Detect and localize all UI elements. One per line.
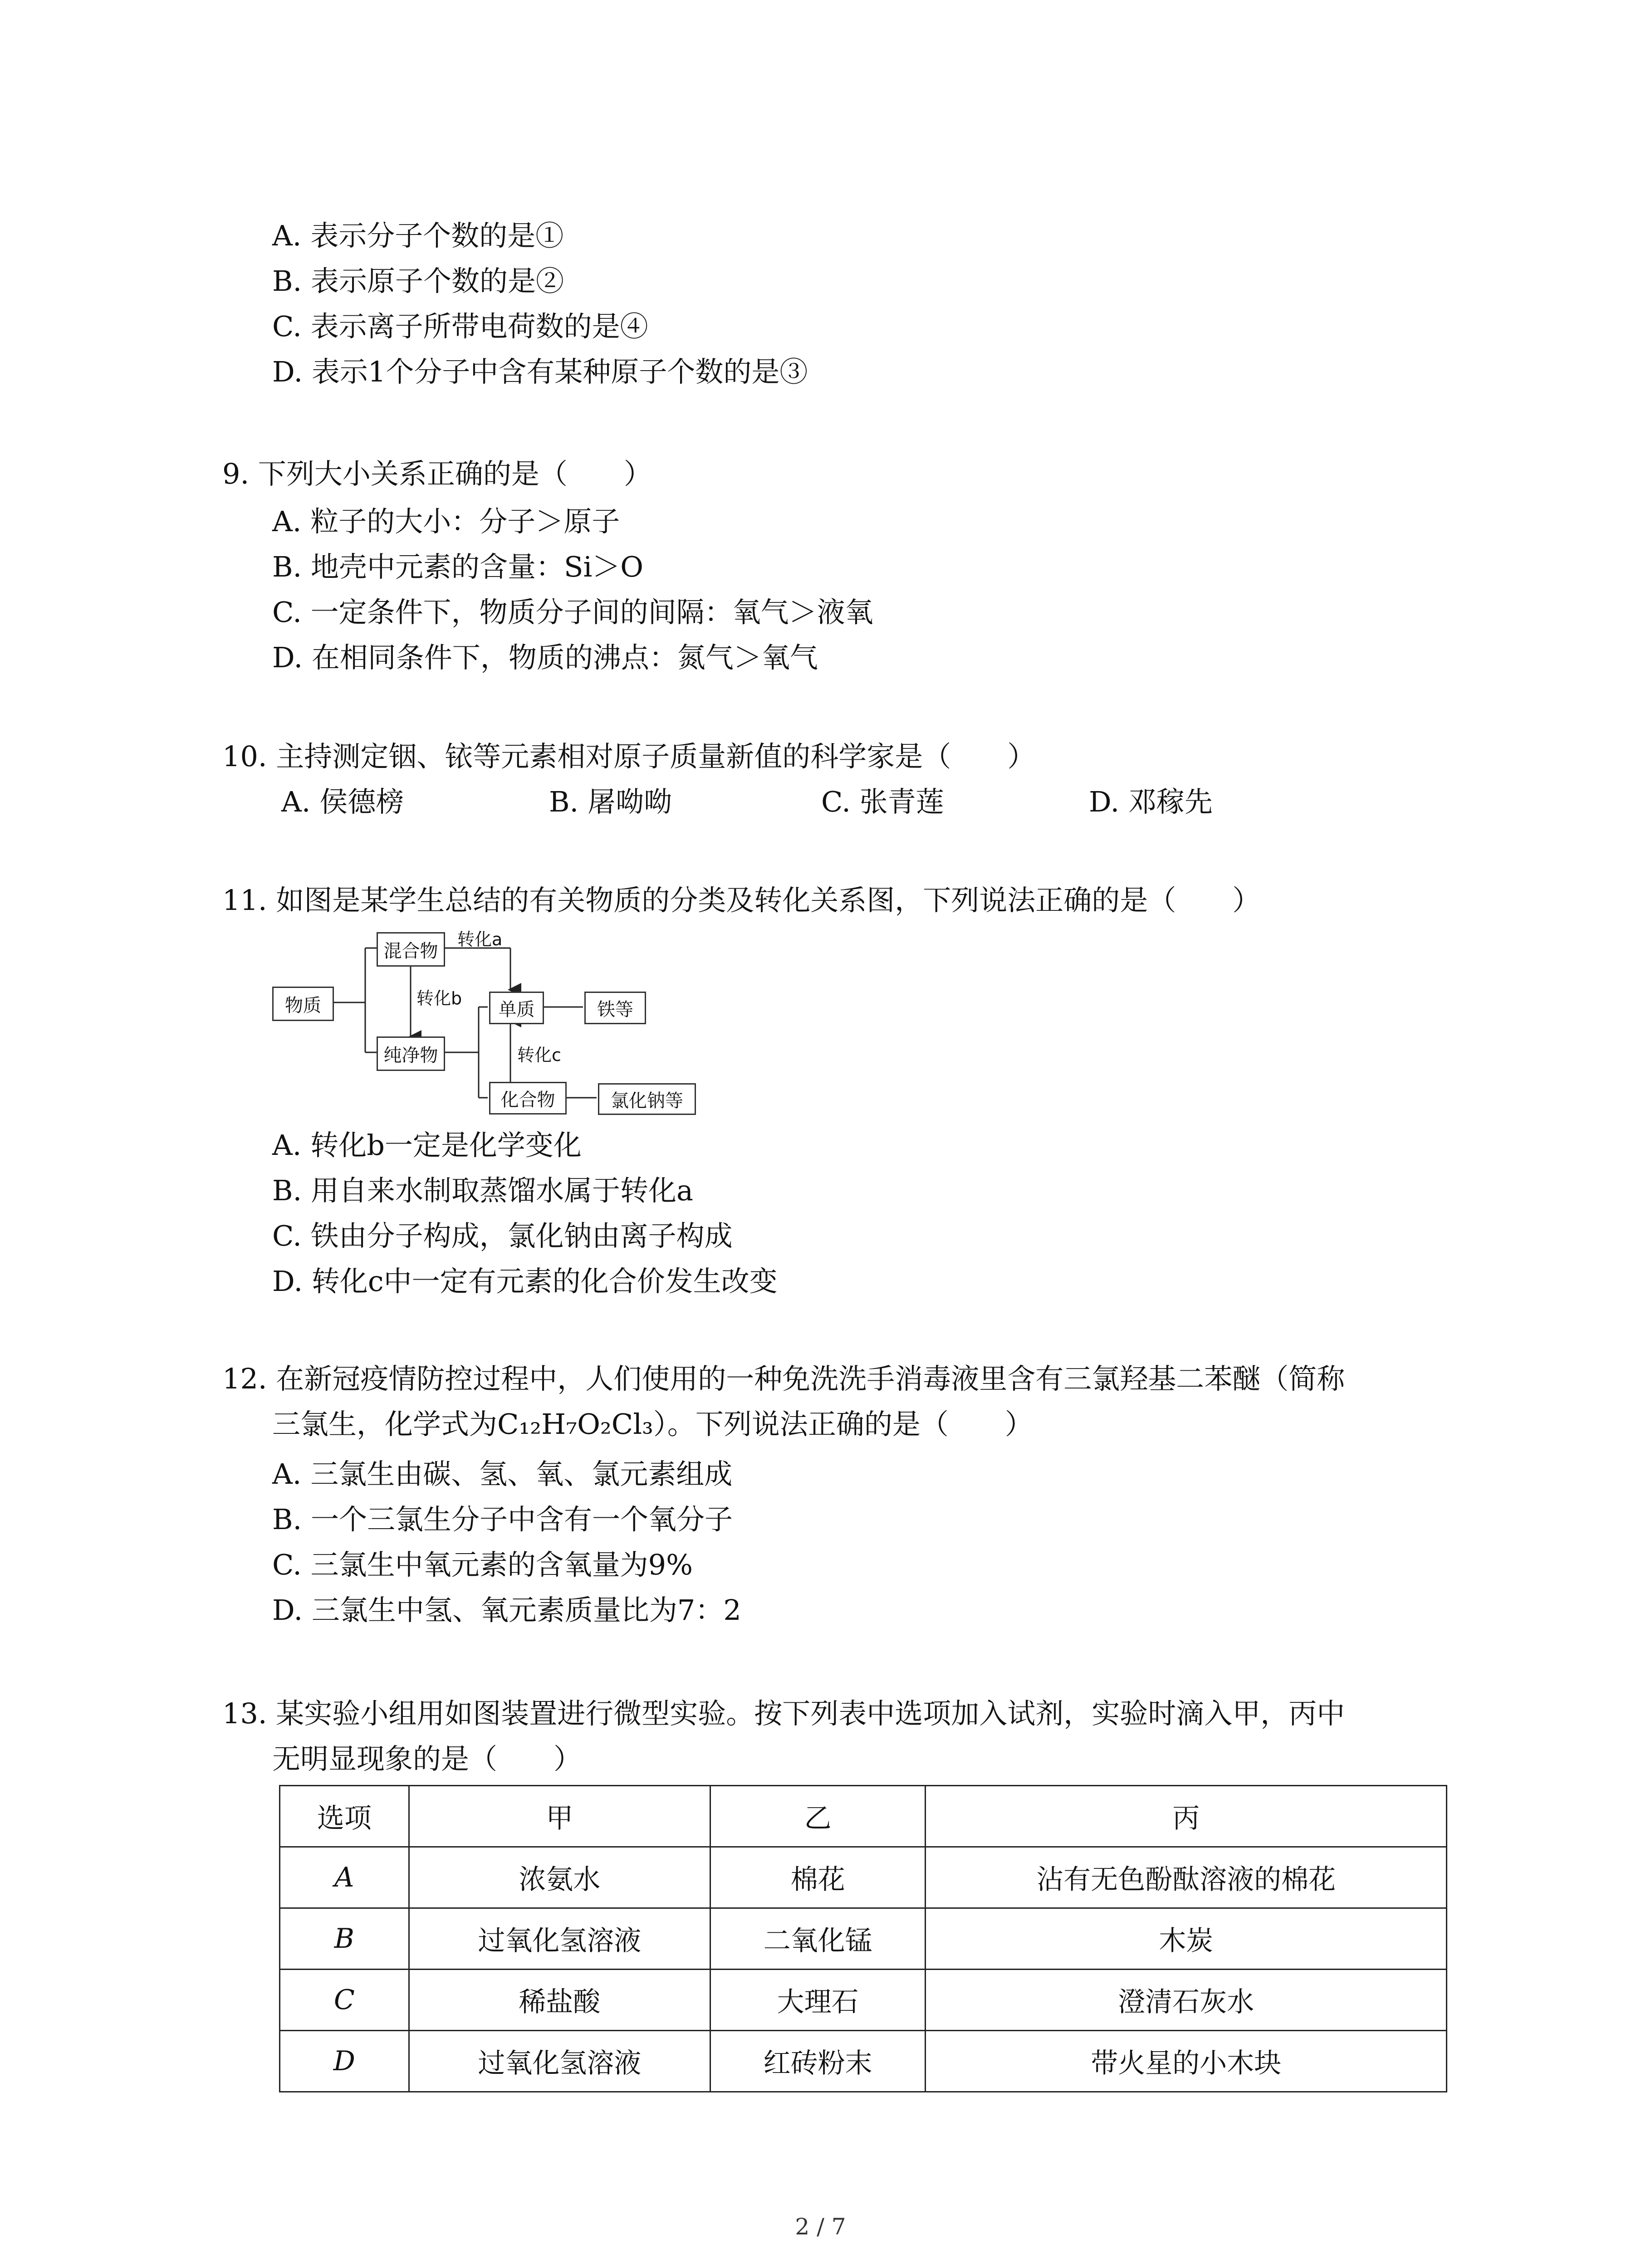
q8-option-b: B. 表示原子个数的是② — [272, 264, 564, 298]
box-wuzhi: 物质 — [272, 987, 334, 1021]
row-yi: 红砖粉末 — [710, 2031, 925, 2092]
q12-option-a: A. 三氯生由碳、氢、氧、氯元素组成 — [272, 1457, 733, 1491]
row-yi: 棉花 — [710, 1847, 925, 1908]
q9-option-b: B. 地壳中元素的含量：Si＞O — [272, 550, 644, 583]
row-bing: 沾有无色酚酞溶液的棉花 — [926, 1847, 1447, 1908]
box-chunjingwu: 纯净物 — [377, 1036, 445, 1071]
table-row — [280, 1970, 1447, 2031]
box-hunhewu: 混合物 — [377, 932, 445, 967]
q8-option-a: A. 表示分子个数的是① — [272, 219, 564, 252]
row-bing: 带火星的小木块 — [926, 2031, 1447, 2092]
q10-option-b: B. 屠呦呦 — [549, 785, 672, 818]
box-tiedeng: 铁等 — [584, 992, 646, 1024]
q10-option-c: C. 张青莲 — [821, 785, 944, 818]
q9-option-d: D. 在相同条件下，物质的沸点：氮气＞氧气 — [272, 641, 818, 674]
q11-option-b: B. 用自来水制取蒸馏水属于转化a — [272, 1174, 693, 1207]
q12-option-b: B. 一个三氯生分子中含有一个氧分子 — [272, 1503, 733, 1536]
row-option: A — [280, 1847, 409, 1908]
q11-option-c: C. 铁由分子构成，氯化钠由离子构成 — [272, 1219, 733, 1252]
header-xuanxiang: 选项 — [280, 1786, 409, 1847]
row-jia: 过氧化氢溶液 — [409, 2031, 710, 2092]
header-bing: 丙 — [926, 1786, 1447, 1847]
row-yi: 大理石 — [710, 1970, 925, 2031]
row-option: C — [280, 1970, 409, 2031]
label-zhuanhua-b: 转化b — [416, 988, 462, 1008]
row-yi: 二氧化锰 — [710, 1908, 925, 1970]
row-jia: 稀盐酸 — [409, 1970, 710, 2031]
q10-option-d: D. 邓稼先 — [1089, 785, 1213, 818]
row-bing: 木炭 — [926, 1908, 1447, 1970]
q9-option-c: C. 一定条件下，物质分子间的间隔：氧气＞液氧 — [272, 596, 873, 629]
q11-option-d: D. 转化c中一定有元素的化合价发生改变 — [272, 1265, 778, 1298]
row-jia: 过氧化氢溶液 — [409, 1908, 710, 1970]
classification-diagram — [272, 925, 726, 1120]
q12-stem-line1: 12. 在新冠疫情防控过程中，人们使用的一种免洗洗手消毒液里含有三氯羟基二苯醚（简称 — [222, 1362, 1345, 1395]
q10-option-a: A. 侯德榜 — [281, 785, 404, 818]
box-danzhi: 单质 — [489, 992, 544, 1024]
header-jia: 甲 — [409, 1786, 710, 1847]
q8-option-d: D. 表示1个分子中含有某种原子个数的是③ — [272, 355, 808, 388]
q12-option-d: D. 三氯生中氢、氧元素质量比为7：2 — [272, 1593, 741, 1627]
q9-stem: 9. 下列大小关系正确的是（ ） — [222, 457, 652, 490]
table-row — [280, 1847, 1447, 1908]
box-lvhuanadeng: 氯化钠等 — [598, 1083, 696, 1115]
label-zhuanhua-a: 转化a — [457, 929, 503, 949]
q10-stem: 10. 主持测定铟、铱等元素相对原子质量新值的科学家是（ ） — [222, 740, 1036, 773]
row-option: D — [280, 2031, 409, 2092]
label-zhuanhua-c: 转化c — [517, 1045, 561, 1065]
header-yi: 乙 — [710, 1786, 925, 1847]
q13-table — [279, 1785, 1447, 2092]
q11-stem: 11. 如图是某学生总结的有关物质的分类及转化关系图，下列说法正确的是（ ） — [222, 884, 1261, 917]
row-jia: 浓氨水 — [409, 1847, 710, 1908]
row-option: B — [280, 1908, 409, 1970]
page-number: 2 / 7 — [795, 2214, 846, 2240]
table-header-row — [280, 1786, 1447, 1847]
row-bing: 澄清石灰水 — [926, 1970, 1447, 2031]
q8-option-c: C. 表示离子所带电荷数的是④ — [272, 310, 648, 343]
q12-stem-line2: 三氯生，化学式为C₁₂H₇O₂Cl₃）。下列说法正确的是（ ） — [272, 1408, 1033, 1441]
q9-option-a: A. 粒子的大小：分子＞原子 — [272, 505, 620, 538]
box-huahewu: 化合物 — [489, 1082, 567, 1114]
q13-stem-line1: 13. 某实验小组用如图装置进行微型实验。按下列表中选项加入试剂，实验时滴入甲，丙中 — [222, 1697, 1345, 1730]
q11-option-a: A. 转化b一定是化学变化 — [272, 1129, 582, 1162]
table-row — [280, 2031, 1447, 2092]
table-row — [280, 1908, 1447, 1970]
q13-stem-line2: 无明显现象的是（ ） — [272, 1742, 582, 1775]
q12-option-c: C. 三氯生中氧元素的含氧量为9% — [272, 1548, 693, 1581]
